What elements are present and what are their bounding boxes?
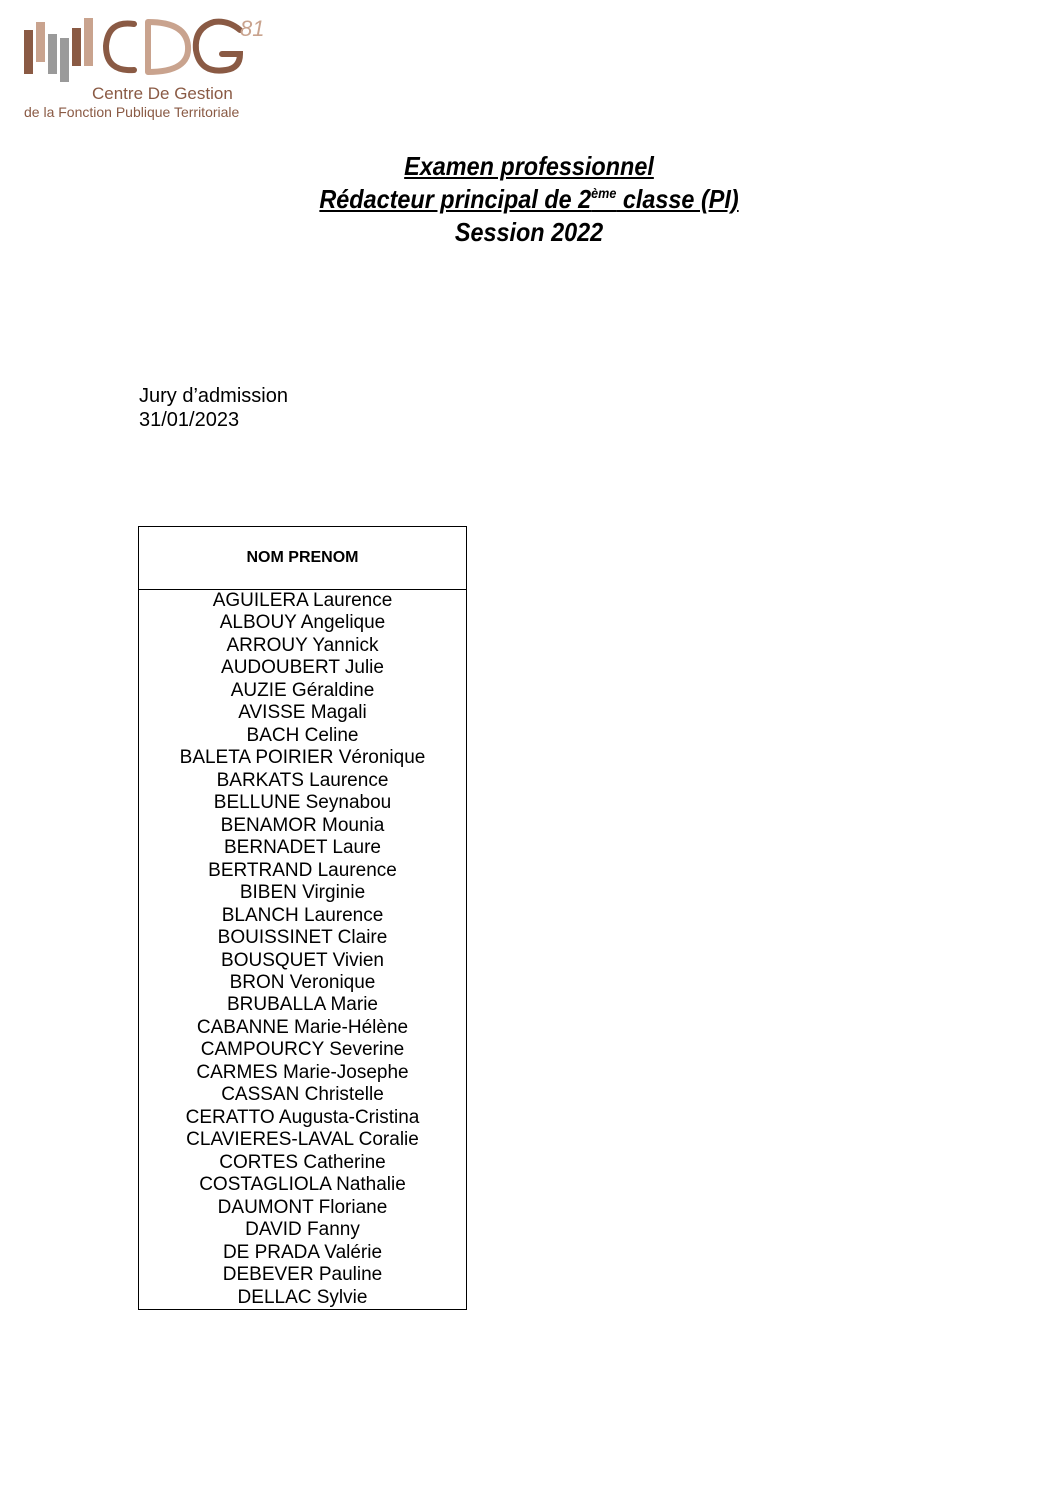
table-row: AUZIE Géraldine: [230, 679, 375, 701]
table-header: NOM PRENOM: [139, 527, 466, 590]
logo-line2: de la Fonction Publique Territoriale: [24, 104, 240, 120]
table-row: CARMES Marie-Josephe: [196, 1061, 409, 1083]
table-row: DE PRADA Valérie: [222, 1241, 383, 1263]
table-row: BENAMOR Mounia: [220, 814, 385, 836]
table-row: BOUISSINET Claire: [217, 927, 388, 949]
table-row: BRON Veronique: [229, 971, 376, 993]
table-row: ALBOUY Angelique: [219, 612, 386, 634]
table-row: BACH Celine: [246, 724, 359, 746]
table-row: AUDOUBERT Julie: [221, 657, 384, 679]
jury-block: [139, 384, 288, 432]
table-row: CERATTO Augusta-Cristina: [185, 1106, 420, 1128]
logo-line1: Centre De Gestion: [92, 84, 233, 103]
table-row: AVISSE Magali: [238, 702, 367, 724]
table-row: DAUMONT Floriane: [217, 1196, 388, 1218]
table-row: ARROUY Yannick: [226, 634, 379, 656]
jury-label: Jury d’admission: [139, 385, 288, 407]
table-row: BARKATS Laurence: [216, 769, 389, 791]
candidates-table: [138, 526, 467, 1310]
table-row: BOUSQUET Vivien: [221, 949, 384, 971]
table-row: COSTAGLIOLA Nathalie: [199, 1174, 406, 1196]
table-row: DEBEVER Pauline: [222, 1264, 383, 1286]
table-row: BIBEN Virginie: [239, 882, 366, 904]
table-row: BELLUNE Seynabou: [213, 792, 392, 814]
table-row: CLAVIERES-LAVAL Coralie: [186, 1129, 419, 1151]
title-line1: Examen professionnel: [404, 151, 654, 181]
document-title: [53, 150, 1005, 249]
table-row: CAMPOURCY Severine: [200, 1039, 405, 1061]
table-row: BALETA POIRIER Véronique: [179, 747, 426, 769]
title-line3: Session 2022: [454, 217, 604, 247]
table-row: DAVID Fanny: [245, 1219, 360, 1241]
logo-number: 81: [240, 16, 265, 41]
cdg81-logo: [22, 10, 272, 125]
table-row: BERTRAND Laurence: [208, 859, 397, 881]
table-row: BERNADET Laure: [224, 837, 381, 859]
table-row: AGUILERA Laurence: [212, 590, 393, 611]
table-row: BRUBALLA Marie: [226, 994, 378, 1016]
table-row: CABANNE Marie-Hélène: [196, 1016, 409, 1038]
table-row: CORTES Catherine: [219, 1151, 386, 1173]
title-superscript: ème: [591, 185, 617, 201]
title-line2: Rédacteur principal de 2ème classe (PI): [319, 184, 739, 214]
table-row: DELLAC Sylvie: [237, 1286, 368, 1308]
jury-date: 31/01/2023: [139, 409, 240, 431]
table-row: BLANCH Laurence: [221, 904, 384, 926]
table-body: [139, 590, 466, 1309]
table-row: CASSAN Christelle: [221, 1084, 384, 1106]
cdg-logo-mark-icon: [22, 10, 272, 90]
